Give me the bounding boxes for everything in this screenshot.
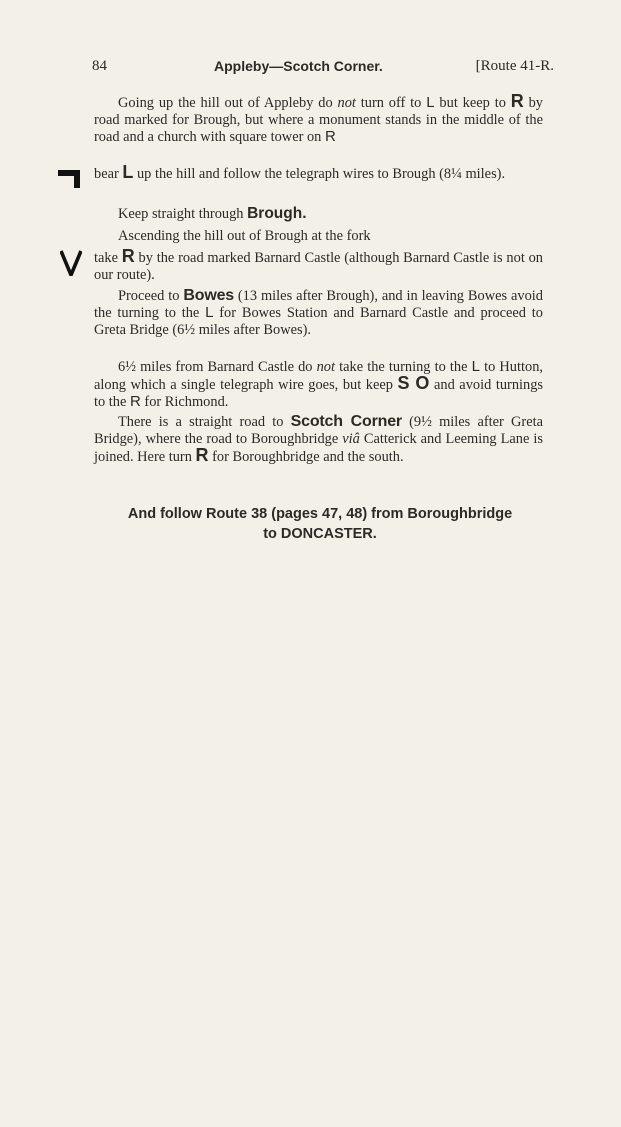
sign-right: R	[195, 445, 209, 465]
sign-right: R	[121, 246, 135, 266]
sign-right: R	[324, 128, 336, 145]
sign-right: R	[129, 393, 141, 410]
running-title: Appleby—Scotch Corner.	[214, 58, 383, 74]
closing-line-1: And follow Route 38 (pages 47, 48) from Boroughbridge	[127, 506, 513, 522]
sign-left: L	[122, 162, 134, 182]
place-scotch-corner: Scotch Corner	[290, 413, 402, 430]
sign-left: L	[205, 304, 214, 321]
sign-left: L	[471, 358, 480, 375]
place-brough: Brough.	[247, 205, 307, 222]
paragraph-appleby: Going up the hill out of Appleby do not turn off to L but keep to R by road marked for Brough, but where a monument stands in the middle of the road and a church with square tower on R	[94, 91, 543, 145]
paragraph-take-right: take R by the road marked Barnard Castle (although Barnard Castle is not on our route).	[94, 246, 543, 283]
page-number: 84	[92, 58, 107, 74]
sign-straight-on: S O	[397, 373, 430, 393]
closing-instruction	[94, 504, 546, 544]
paragraph-bowes: Proceed to Bowes (13 miles after Brough), and in leaving Bowes avoid the turning to the L for Bowes Station and Barnard Castle and proceed to Greta Bridge (6½ miles after Bowes).	[94, 287, 543, 338]
paragraph-brough: Keep straight through Brough.	[118, 205, 307, 222]
paragraph-fork: Ascending the hill out of Brough at the fork	[118, 228, 371, 244]
paragraph-hutton: 6½ miles from Barnard Castle do not take the turning to the L to Hutton, along which a single telegraph wire goes, but keep S O and avoid turnings to the R for Richmond.	[94, 358, 543, 410]
closing-line-2: to DONCASTER.	[263, 526, 377, 542]
route-reference: [Route 41-R.	[475, 58, 554, 74]
fork-junction-icon	[60, 250, 82, 276]
sign-right: R	[510, 91, 524, 111]
paragraph-scotch-corner: There is a straight road to Scotch Corner (9½ miles after Greta Bridge), where the road to Boroughbridge viâ Catterick and Leeming Lane is joined. Here turn R for Boroughbridge and the south.	[94, 413, 544, 465]
sign-left: L	[426, 94, 435, 111]
place-bowes: Bowes	[183, 287, 234, 304]
bear-left-turn-icon	[58, 168, 82, 190]
paragraph-bear-left: bear L up the hill and follow the telegraph wires to Brough (8¼ miles).	[94, 162, 506, 182]
page-header	[92, 58, 554, 80]
